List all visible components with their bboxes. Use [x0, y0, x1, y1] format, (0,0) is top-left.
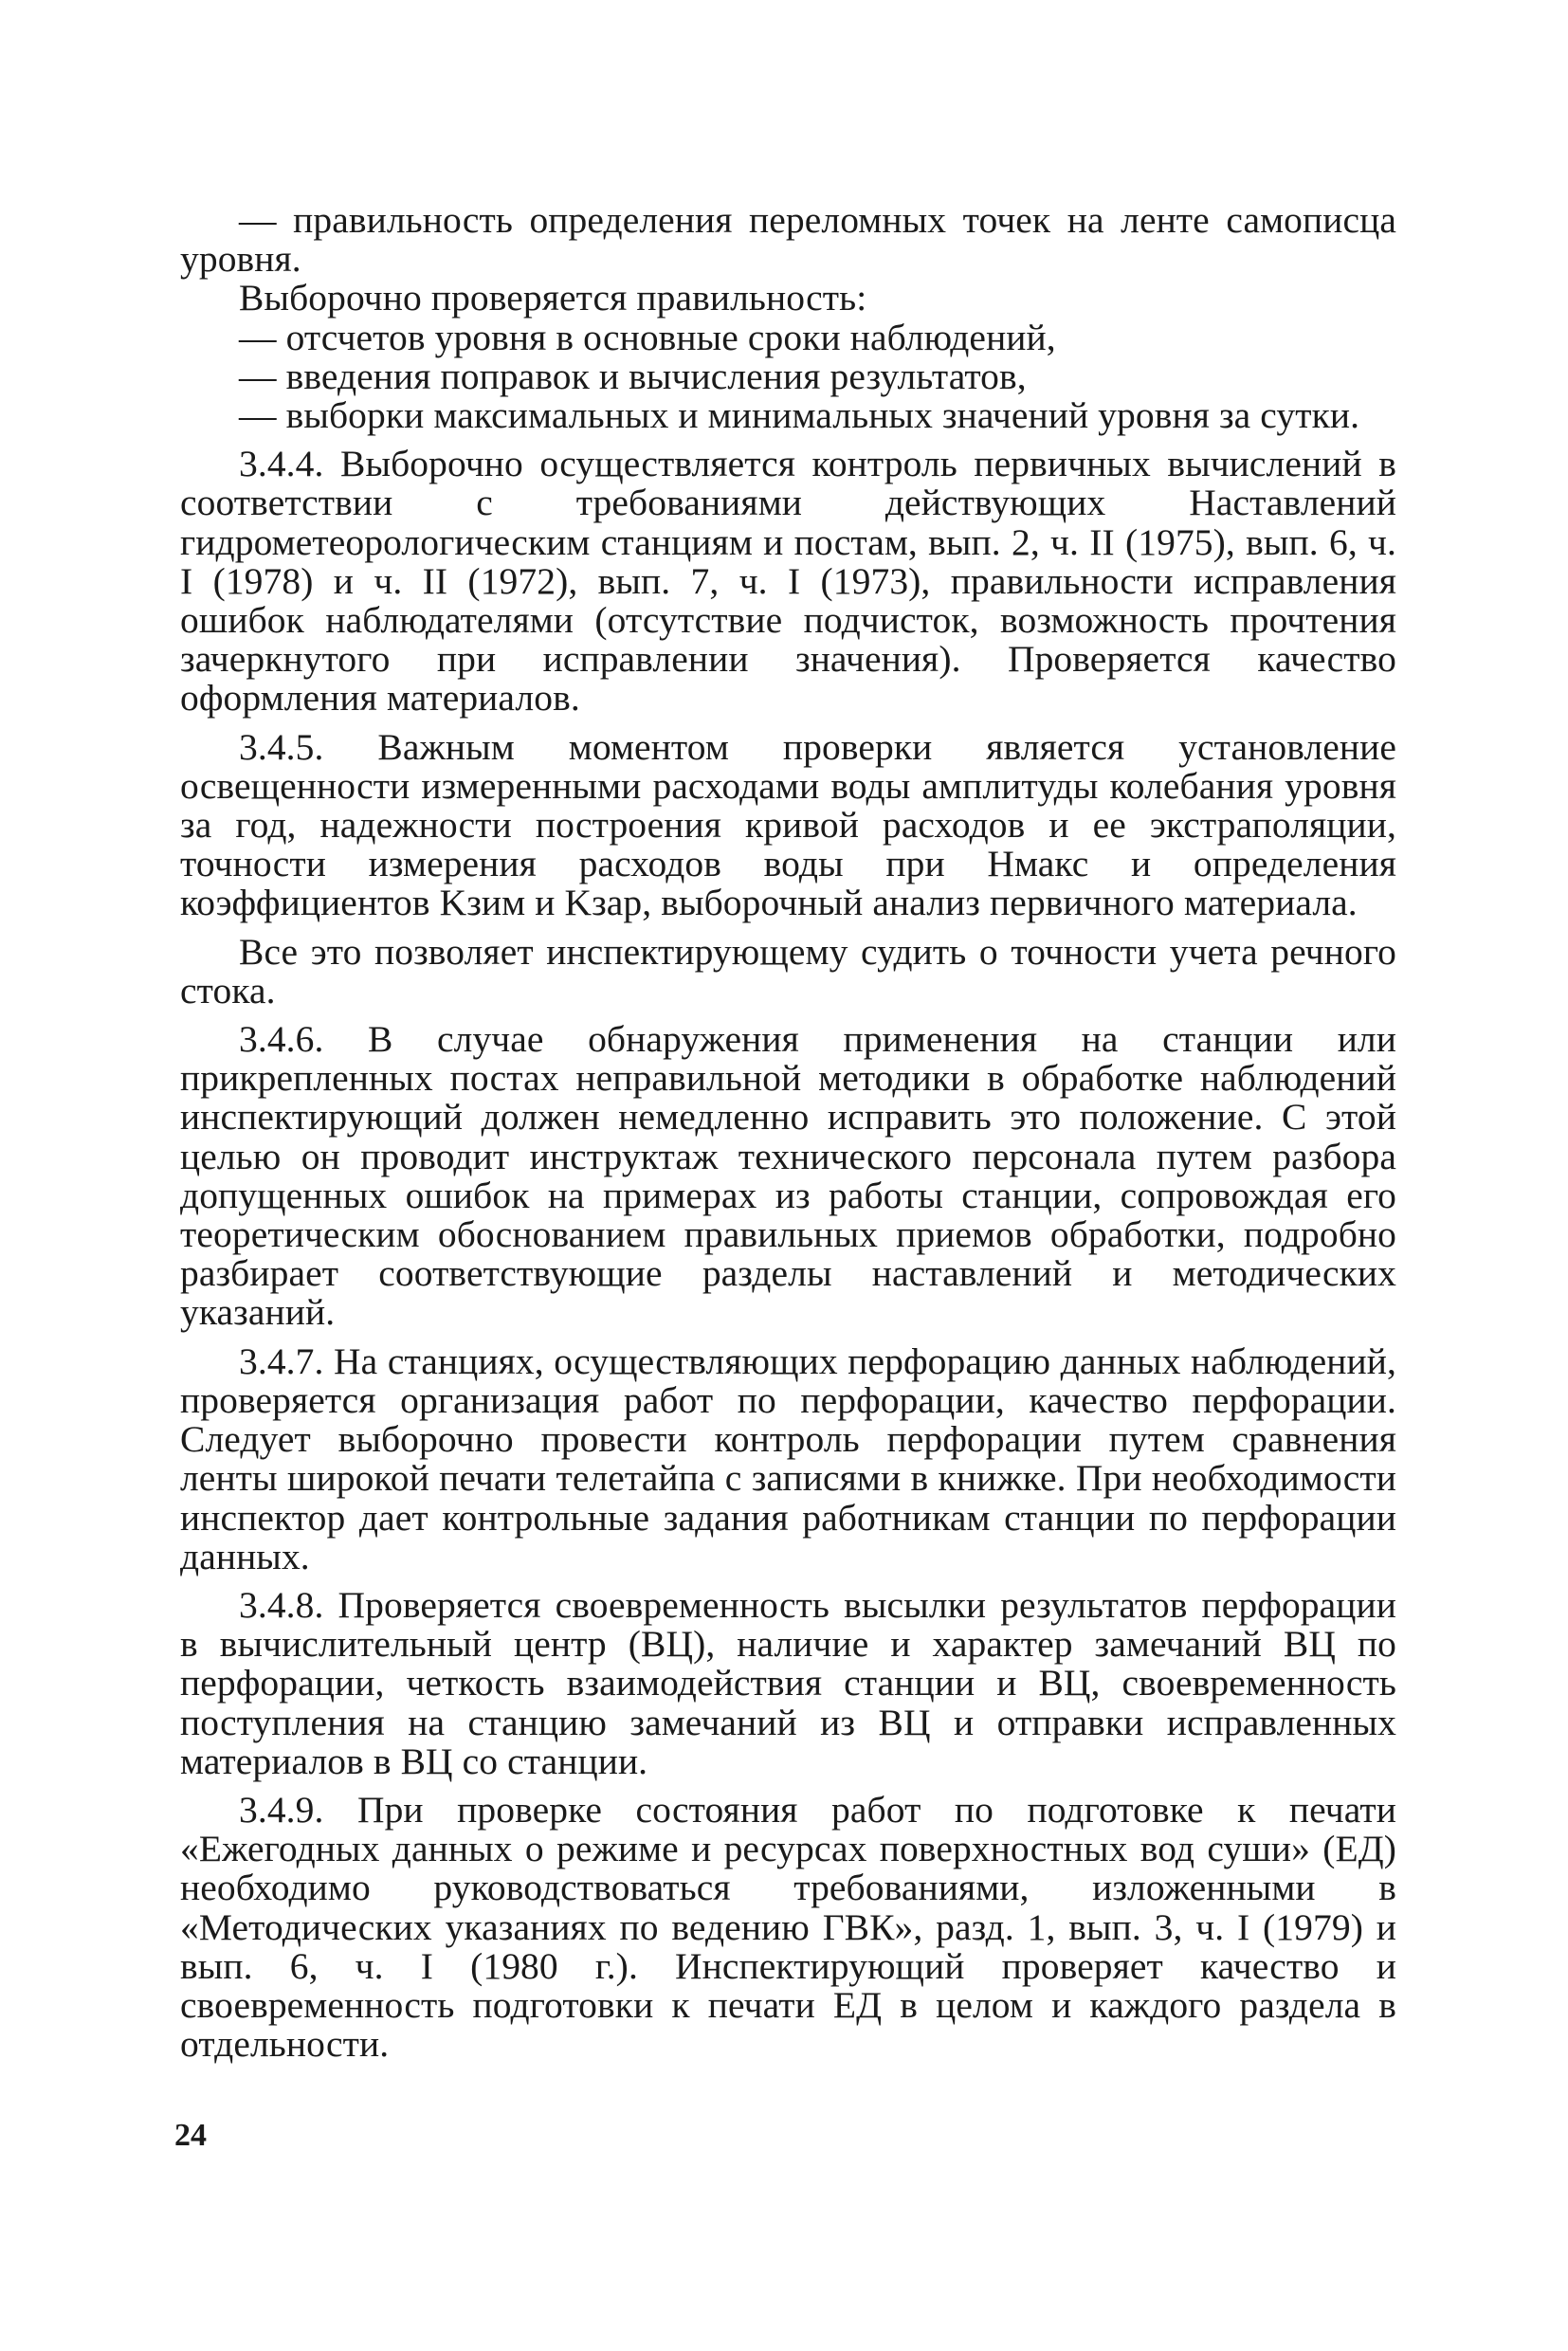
list-item-corrections: — введения поправок и вычисления результатов,: [239, 355, 1027, 397]
section-3-4-5: 3.4.5. Важным моментом проверки является установление освещенности измеренными расходами воды амплитуды колебания уровня за год, надежности построения кривой расходов и ее экстраполяции, точности измерения расходов воды при Hмакс и определения коэффициентов Kзим и Kзар, выборочный анализ первичного материала.: [180, 725, 1396, 924]
list-item-readings: — отсчетов уровня в основные сроки наблюдений,: [239, 316, 1056, 358]
section-3-4-4: 3.4.4. Выборочно осуществляется контроль первичных вычислений в соответствии с требованиями действующих Наставлений гидрометеорологическим станциям и постам, вып. 2, ч. II (1975), вып. 6, ч. I (1978) и ч. II (1972), вып. 7, ч. I (1973), правильности исправления ошибок наблюдателями (отсутствие подчисток, возможность прочтения зачеркнутого при исправлении значения). Проверяется качество оформления материалов.: [180, 443, 1396, 720]
section-3-4-8: 3.4.8. Проверяется своевременность высылки результатов перфорации в вычислительный центр (ВЦ), наличие и характер замечаний ВЦ по перфорации, четкость взаимодействия станции и ВЦ, своевременность поступления на станцию замечаний из ВЦ и отправки исправленных материалов в ВЦ со станции.: [180, 1583, 1396, 1782]
body-text: [180, 201, 1396, 2064]
list-item-extremes: — выборки максимальных и минимальных значений уровня за сутки.: [239, 394, 1360, 437]
section-3-4-7: 3.4.7. На станциях, осуществляющих перфорацию данных наблюдений, проверяется организация работ по перфорации, качество перфорации. Следует выборочно провести контроль перфорации путем сравнения ленты широкой печати телетайпа с записями в книжке. При необходимости инспектор дает контрольные задания работникам станции по перфорации данных.: [180, 1340, 1396, 1577]
paragraph-breakpoints: — правильность определения переломных точек на ленте самописца уровня.: [180, 199, 1396, 281]
section-3-4-9: 3.4.9. При проверке состояния работ по подготовке к печати «Ежегодных данных о режиме и ресурсах поверхностных вод суши» (ЕД) необходимо руководствоваться требованиями, изложенными в «Методических указаниях по ведению ГВК», разд. 1, вып. 3, ч. I (1979) и вып. 6, ч. I (1980 г.). Инспектирующий проверяет качество и своевременность подготовки к печати ЕД в целом и каждого раздела в отдельности.: [180, 1788, 1396, 2066]
paragraph-runoff-accuracy: Все это позволяет инспектирующему судить о точности учета речного стока.: [180, 930, 1396, 1011]
paragraph-checked-items: Выборочно проверяется правильность:: [239, 277, 867, 319]
page-number: 24: [174, 2118, 207, 2153]
section-3-4-6: 3.4.6. В случае обнаружения применения на станции или прикрепленных постах неправильной методики в обработке наблюдений инспектирующий должен немедленно исправить это положение. С этой целью он проводит инструктаж технического персонала путем разбора допущенных ошибок на примерах из работы станции, сопровождая его теоретическим обоснованием правильных приемов обработки, подробно разбирает соответствующие разделы наставлений и методических указаний.: [180, 1018, 1396, 1334]
